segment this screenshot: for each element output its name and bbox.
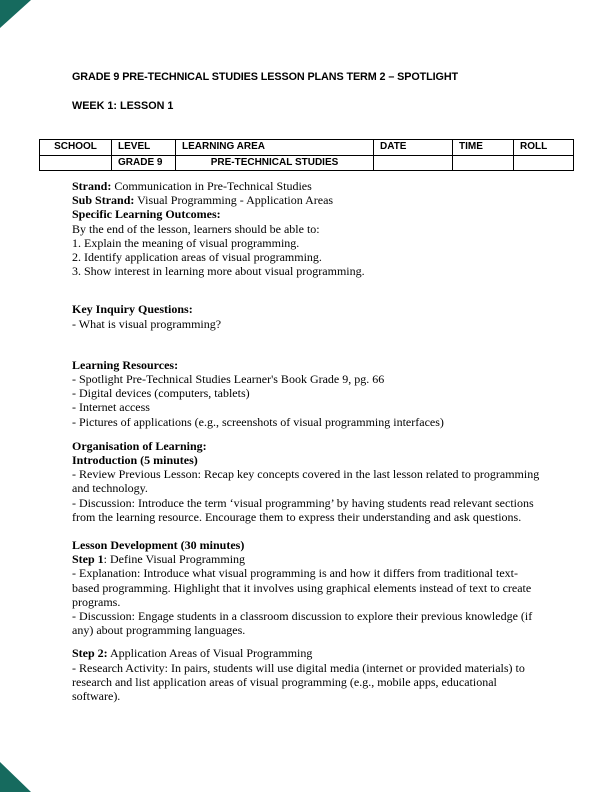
corner-triangle-bottom-left <box>0 762 31 792</box>
table-cell-learning-area: PRE-TECHNICAL STUDIES <box>176 155 374 171</box>
content-line: Introduction (5 minutes) <box>72 453 198 468</box>
content-line: - Research Activity: In pairs, students will use digital media (internet or provided materials) to research and list application areas of visual programming (e.g., mobile apps, educational software). <box>72 660 525 704</box>
content-line: - What is visual programming? <box>72 316 222 331</box>
content-line: 2. Identify application areas of visual programming. <box>72 250 322 265</box>
content-section <box>72 439 543 524</box>
content-line: - Internet access <box>72 400 150 415</box>
content-section <box>72 646 543 703</box>
content-line: - Discussion: Engage students in a classroom discussion to explore their previous knowledge (if any) about programming languages. <box>72 609 533 638</box>
table-value-row <box>40 155 574 171</box>
content-line: - Discussion: Introduce the term ‘visual programming’ by having students read relevant sections from the learning resource. Encourage them to express their understanding and ask questions. <box>72 495 534 524</box>
table-cell-time <box>453 155 514 171</box>
table-header-time: TIME <box>453 140 514 156</box>
table-header-school: SCHOOL <box>40 140 112 156</box>
table-cell-roll <box>514 155 574 171</box>
table-cell-level: GRADE 9 <box>112 155 176 171</box>
content-line: Step 1: Define Visual Programming <box>72 552 246 567</box>
document-title: GRADE 9 PRE-TECHNICAL STUDIES LESSON PLANS TERM 2 – SPOTLIGHT <box>72 71 459 83</box>
content-line: Strand: Communication in Pre-Technical Studies <box>72 179 312 193</box>
content-line: Learning Resources: <box>72 357 179 372</box>
table-header-date: DATE <box>374 140 453 156</box>
content-line: - Review Previous Lesson: Recap key concepts covered in the last lesson related to programming and technology. <box>72 467 540 496</box>
content-line: - Explanation: Introduce what visual programming is and how it differs from traditional text-based programming. Highlight that it involves using graphical elements instead of text to create programs. <box>72 566 532 609</box>
content-line: Sub Strand: Visual Programming - Application Areas <box>72 193 334 208</box>
table-header-row <box>40 140 574 156</box>
content-line: Lesson Development (30 minutes) <box>72 538 245 553</box>
table-header-roll: ROLL <box>514 140 574 156</box>
content-line: - Digital devices (computers, tablets) <box>72 386 250 401</box>
lesson-info-table <box>39 139 574 171</box>
table-header-learning-area: LEARNING AREA <box>176 140 374 156</box>
content-section <box>72 302 543 330</box>
content-section <box>72 358 543 429</box>
table-cell-school <box>40 155 112 171</box>
content-line: - Spotlight Pre-Technical Studies Learner's Book Grade 9, pg. 66 <box>72 372 385 387</box>
content-line: Specific Learning Outcomes: <box>72 207 221 222</box>
week-lesson-heading: WEEK 1: LESSON 1 <box>72 100 174 112</box>
corner-triangle-top-left <box>0 0 31 28</box>
content-section <box>72 179 543 278</box>
content-section <box>72 538 543 637</box>
table-cell-date <box>374 155 453 171</box>
content-line: Organisation of Learning: <box>72 438 207 453</box>
lesson-content <box>72 179 543 703</box>
content-line: 1. Explain the meaning of visual programming. <box>72 235 300 250</box>
content-line: 3. Show interest in learning more about visual programming. <box>72 264 365 279</box>
content-line: By the end of the lesson, learners should be able to: <box>72 221 320 236</box>
content-line: Step 2: Application Areas of Visual Programming <box>72 646 313 661</box>
content-line: - Pictures of applications (e.g., screenshots of visual programming interfaces) <box>72 414 444 429</box>
content-line: Key Inquiry Questions: <box>72 302 193 317</box>
table-header-level: LEVEL <box>112 140 176 156</box>
